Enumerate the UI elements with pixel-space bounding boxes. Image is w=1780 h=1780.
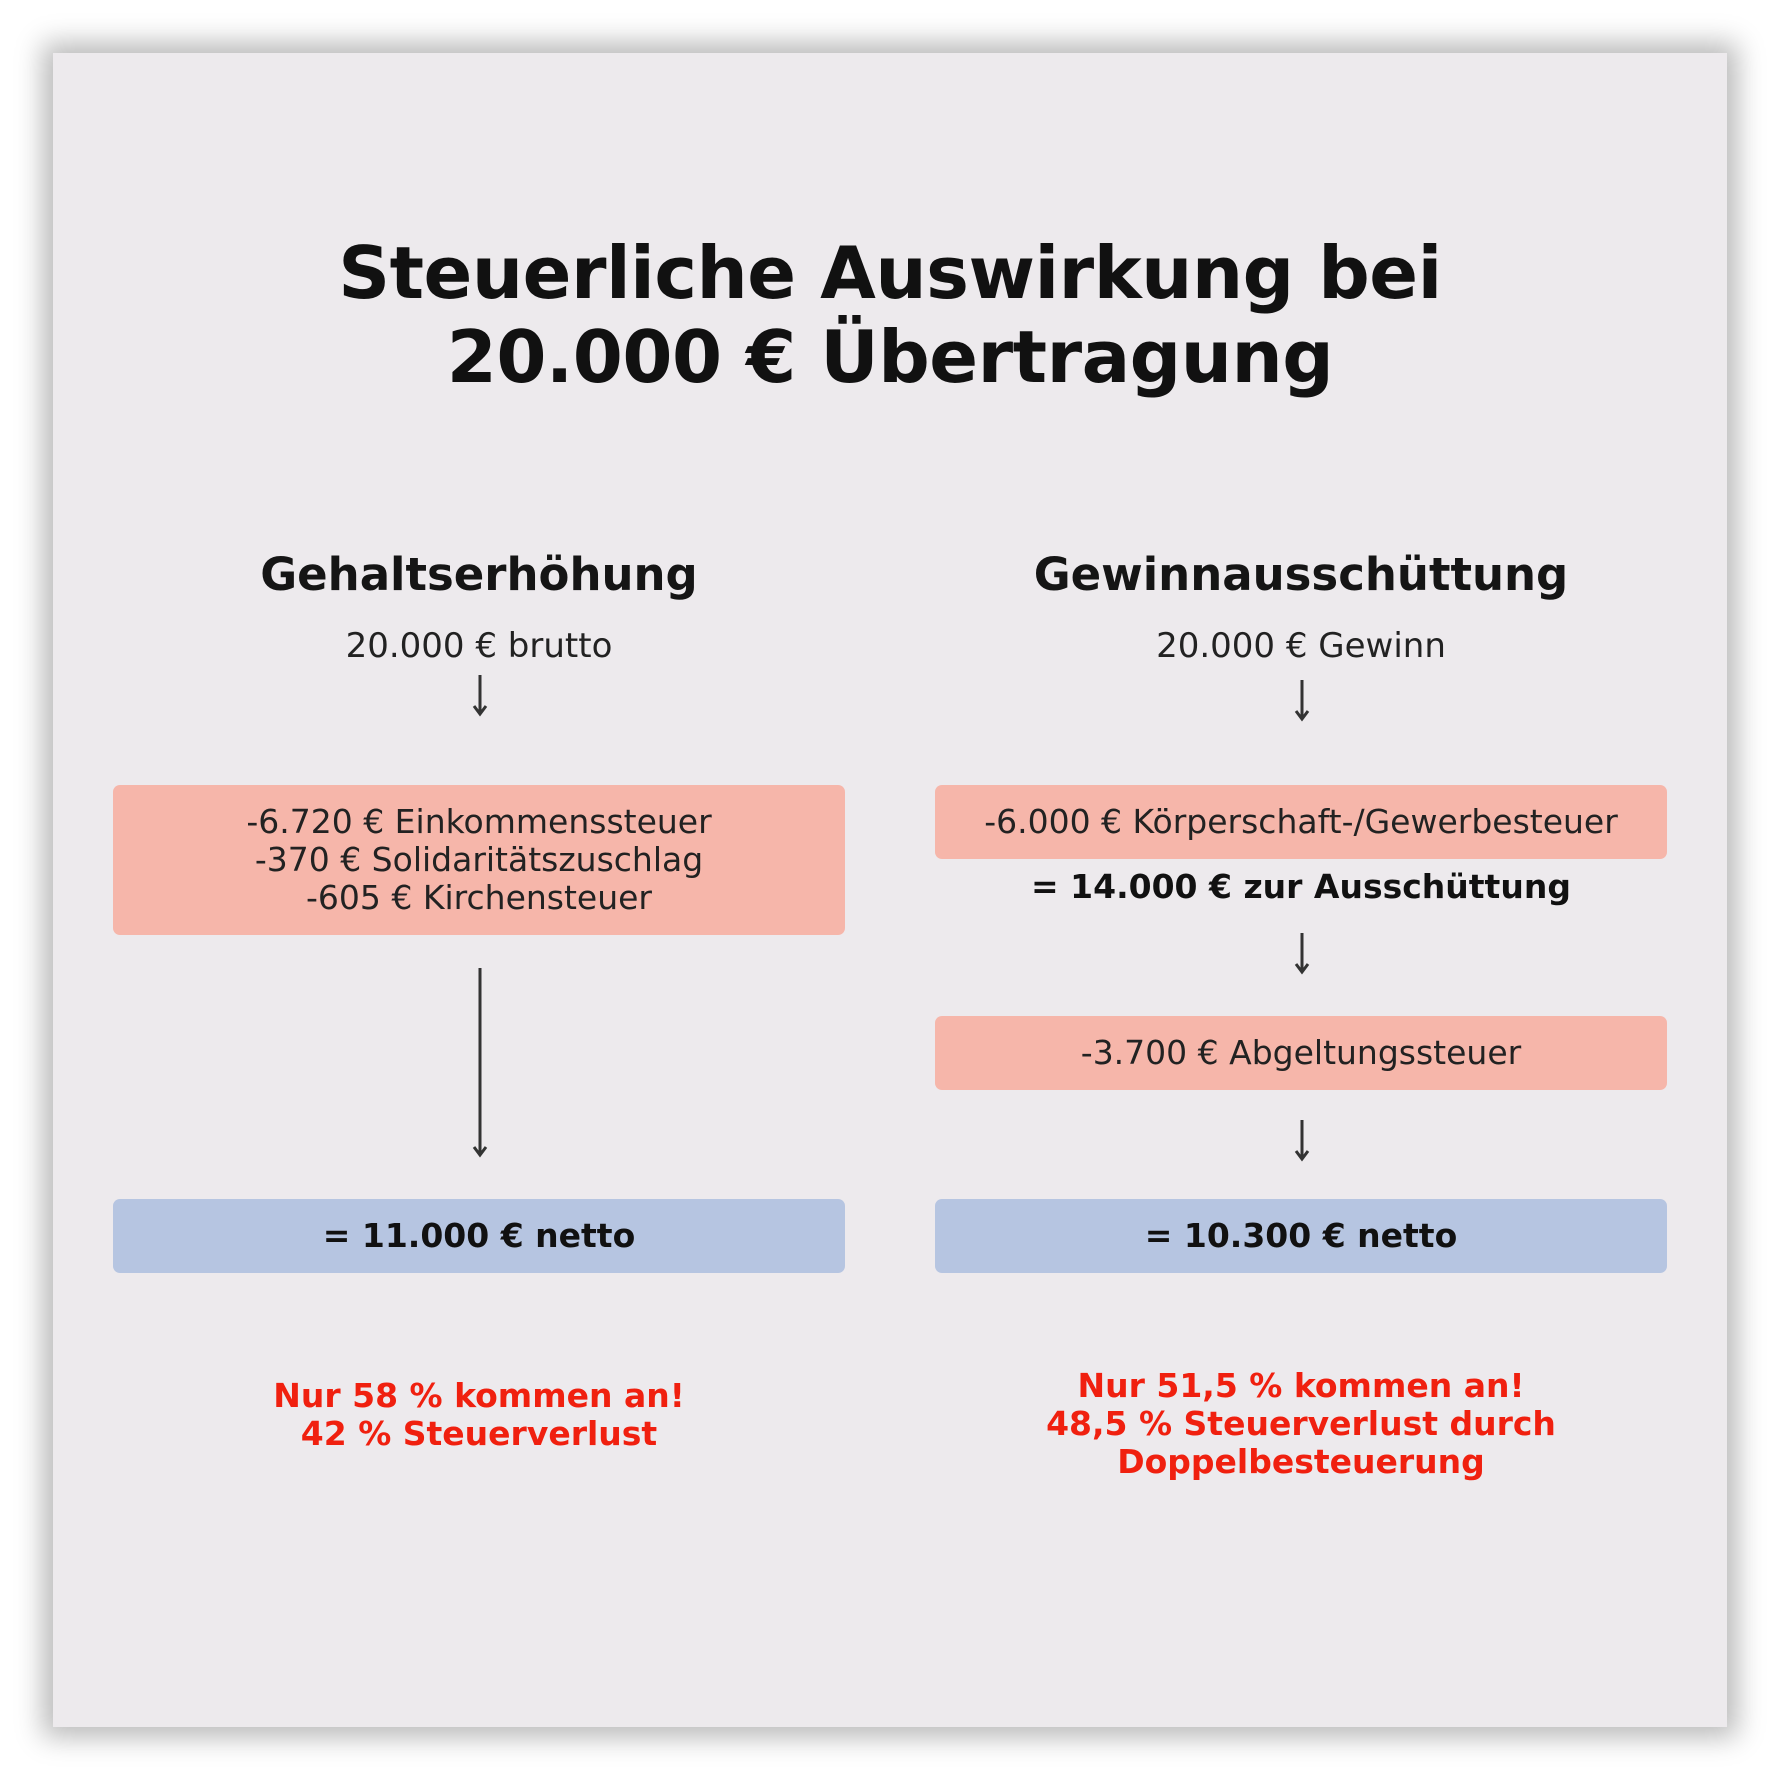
right-result-value: = 10.300 € netto xyxy=(1144,1216,1458,1255)
right-heading: Gewinnausschüttung xyxy=(1033,548,1569,601)
left-result-value: = 11.000 € netto xyxy=(322,1216,636,1255)
deduction-withholding-tax: -3.700 € Abgeltungssteuer xyxy=(1080,1033,1522,1072)
left-result-box xyxy=(113,1199,845,1273)
right-corporate-tax-box xyxy=(935,785,1667,859)
right-result-box xyxy=(935,1199,1667,1273)
page-title xyxy=(53,231,1727,399)
title-line-1: Steuerliche Auswirkung bei xyxy=(338,231,1442,315)
right-start-value: 20.000 € Gewinn xyxy=(1156,626,1446,666)
deduction-solidarity-surcharge: -370 € Solidaritätszuschlag xyxy=(254,840,704,879)
right-withholding-tax-box xyxy=(935,1016,1667,1090)
infographic-card xyxy=(53,53,1727,1727)
left-start-value: 20.000 € brutto xyxy=(345,626,613,666)
left-heading: Gehaltserhöhung xyxy=(260,548,698,601)
arrow-down-icon xyxy=(473,675,487,717)
arrow-down-icon xyxy=(473,968,487,1158)
deduction-income-tax: -6.720 € Einkommenssteuer xyxy=(246,802,712,841)
left-deduction-box xyxy=(113,785,845,935)
right-intermediate-value: = 14.000 € zur Ausschüttung xyxy=(1031,867,1571,906)
right-note-line-2: 48,5 % Steuerverlust durch xyxy=(1046,1404,1556,1443)
deduction-church-tax: -605 € Kirchensteuer xyxy=(305,878,653,917)
deduction-corporate-trade-tax: -6.000 € Körperschaft-/Gewerbesteuer xyxy=(984,802,1618,841)
left-note-line-2: 42 % Steuerverlust xyxy=(300,1414,658,1453)
title-line-2: 20.000 € Übertragung xyxy=(446,315,1334,399)
right-note xyxy=(935,1367,1667,1481)
left-note xyxy=(113,1377,845,1453)
right-note-line-1: Nur 51,5 % kommen an! xyxy=(1077,1366,1525,1405)
arrow-down-icon xyxy=(1295,1120,1309,1162)
arrow-down-icon xyxy=(1295,933,1309,975)
left-note-line-1: Nur 58 % kommen an! xyxy=(273,1376,685,1415)
right-note-line-3: Doppelbesteuerung xyxy=(1117,1442,1485,1481)
arrow-down-icon xyxy=(1295,680,1309,722)
